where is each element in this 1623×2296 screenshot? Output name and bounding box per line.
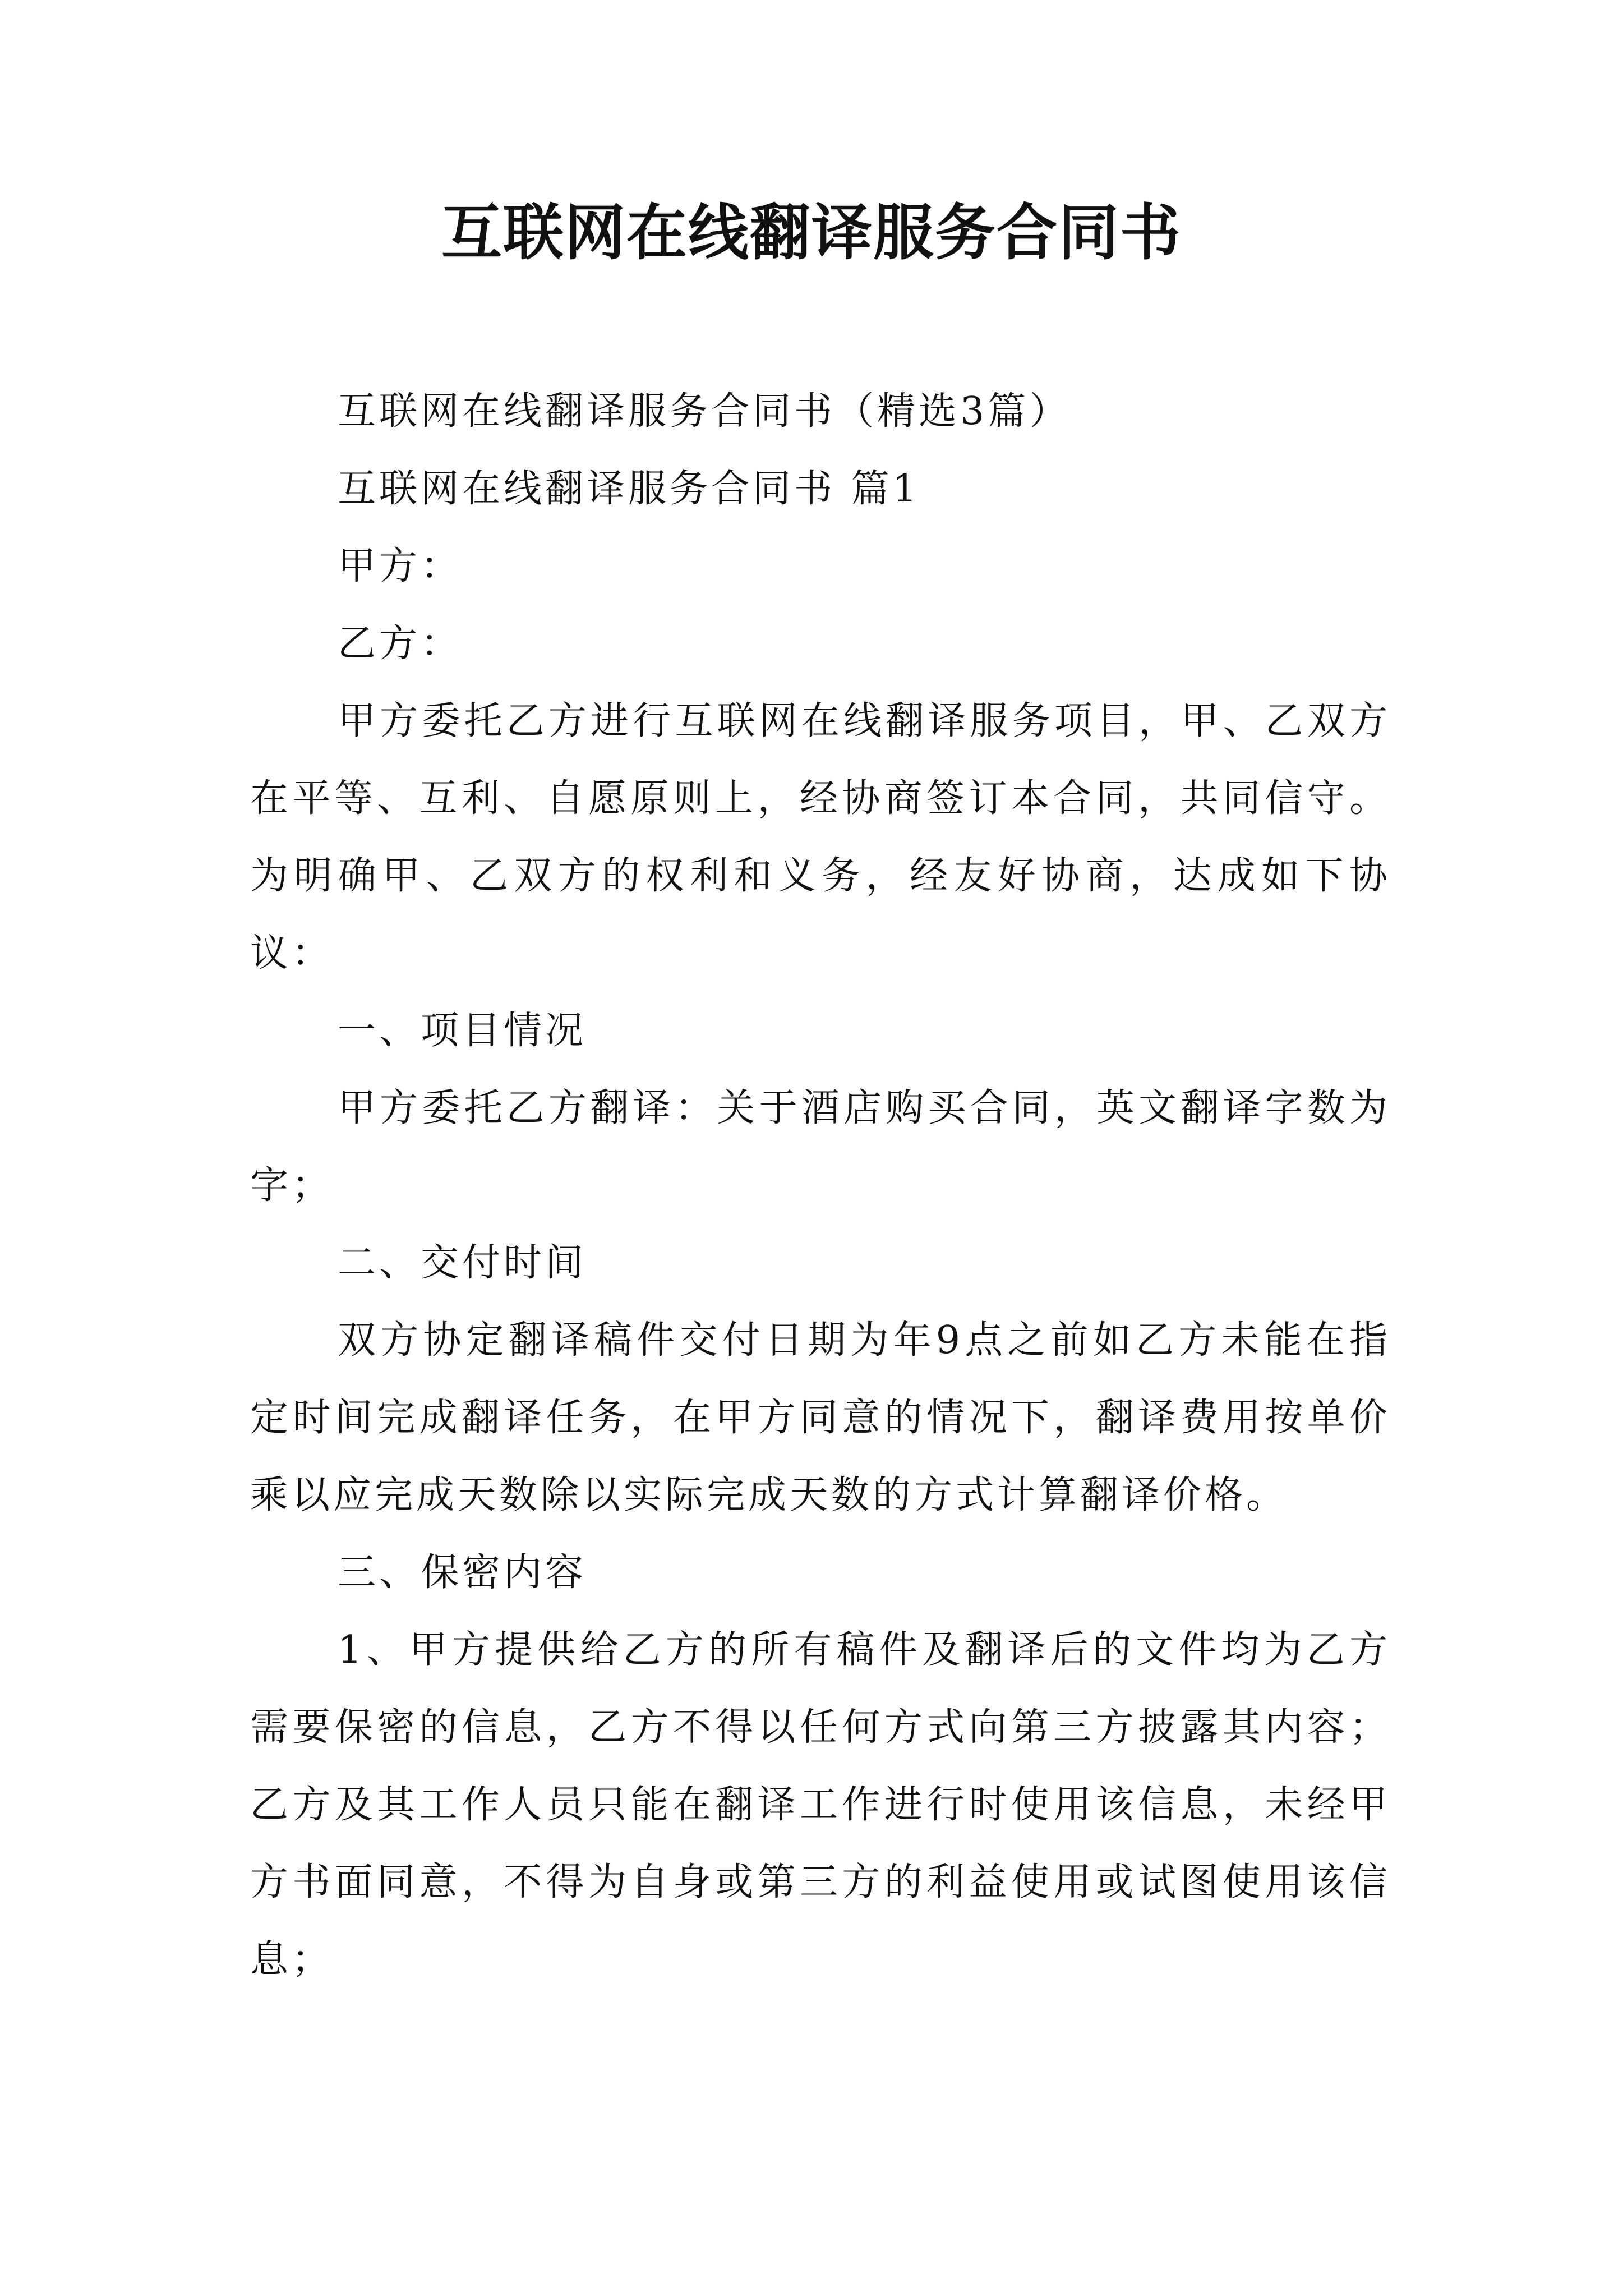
paragraph-delivery-detail: 双方协定翻译稿件交付日期为年9点之前如乙方未能在指定时间完成翻译任务，在甲方同意的情况下，翻译费用按单价乘以应完成天数除以实际完成天数的方式计算翻译价格。 bbox=[250, 1318, 1391, 1517]
paragraph-preamble: 甲方委托乙方进行互联网在线翻译服务项目，甲、乙双方在平等、互利、自愿原则上，经协商签订本合同，共同信守。为明确甲、乙双方的权利和义务，经友好协商，达成如下协议： bbox=[250, 699, 1391, 976]
document-title: 互联网在线翻译服务合同书 bbox=[441, 197, 1182, 268]
paragraph-party-a: 甲方： bbox=[338, 544, 463, 588]
paragraph-section-heading: 互联网在线翻译服务合同书 篇1 bbox=[338, 467, 920, 511]
document-body bbox=[250, 373, 1391, 1999]
paragraph-subtitle: 互联网在线翻译服务合同书（精选3篇） bbox=[338, 389, 1071, 434]
paragraph-party-b: 乙方： bbox=[338, 622, 463, 666]
paragraph-heading-delivery: 二、交付时间 bbox=[338, 1241, 587, 1285]
paragraph-heading-confidential: 三、保密内容 bbox=[338, 1550, 587, 1595]
paragraph-confidential-item-1: 1、甲方提供给乙方的所有稿件及翻译后的文件均为乙方需要保密的信息，乙方不得以任何方式向第三方披露其内容；乙方及其工作人员只能在翻译工作进行时使用该信息，未经甲方书面同意，不得为自身或第三方的利益使用或试图使用该信息； bbox=[250, 1628, 1391, 1982]
paragraph-heading-project: 一、项目情况 bbox=[338, 1009, 587, 1053]
paragraph-project-detail: 甲方委托乙方翻译：关于酒店购买合同，英文翻译字数为字； bbox=[250, 1086, 1391, 1208]
